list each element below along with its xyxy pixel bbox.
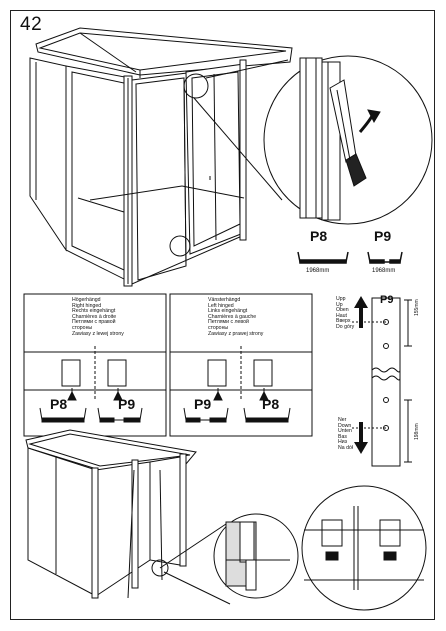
- orientation-part: P9: [380, 294, 394, 306]
- p8-label: P8: [310, 228, 328, 244]
- right-hinged-text: Högerhängd Right hinged Rechts eingehängt Charnières à droite Петлями с правой стороны Zawiasy z lewej strony: [72, 297, 124, 337]
- up-text: Upp Up Oben Haut Вверх Do góry: [336, 296, 355, 330]
- bottom-dimension: 198mm: [414, 423, 420, 440]
- zoom-detail-top: [264, 56, 432, 224]
- down-arrow-icon: [354, 422, 368, 454]
- top-dimension: 155mm: [414, 299, 420, 316]
- profile-shapes: [298, 252, 402, 263]
- left-hinged-text: Vänsterhängd Left hinged Links eingehängt Charnières à gauche Петлями с левой стороны Zawiasy z prawej strony: [208, 297, 264, 337]
- left-hinged-left-part: P9: [194, 396, 212, 412]
- up-arrow-icon: [354, 296, 368, 328]
- right-hinged-left-part: P8: [50, 396, 68, 412]
- p9-label: P9: [374, 228, 392, 244]
- step-number: 42: [20, 14, 43, 35]
- p9-length: 1968mm: [372, 268, 396, 274]
- right-hinged-right-part: P9: [118, 396, 136, 412]
- left-hinged-right-part: P8: [262, 396, 280, 412]
- p8-length: 1968mm: [306, 268, 330, 274]
- down-text: Ner Down Unten Bas Низ Na dół: [338, 417, 353, 451]
